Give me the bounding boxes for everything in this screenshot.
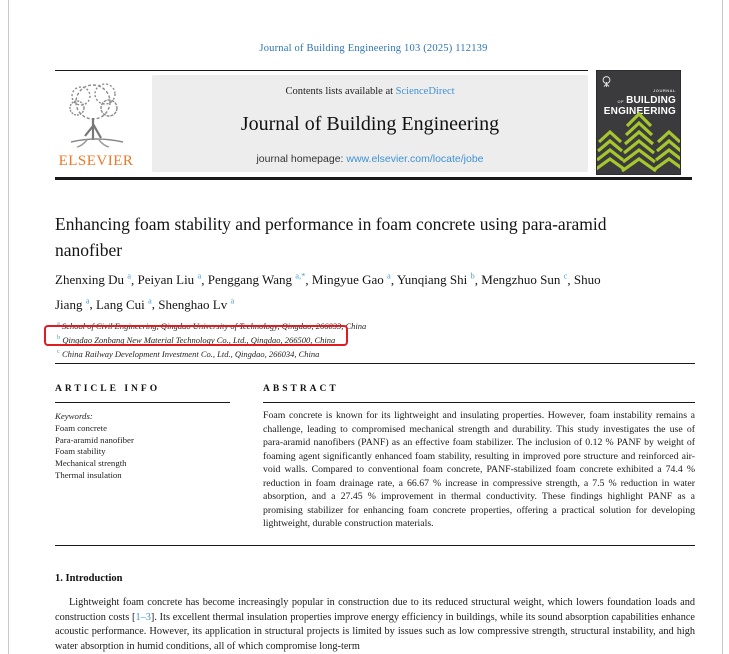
contents-prefix: Contents lists available at — [285, 86, 396, 97]
introduction-paragraph — [55, 596, 695, 654]
red-annotation-box — [44, 325, 348, 346]
author-sup: a — [387, 271, 391, 281]
author-separator: , — [390, 272, 397, 288]
article-info-heading: ARTICLE INFO — [55, 384, 161, 394]
affiliation-c: $^c$ China Railway Development Investment Co., Ltd., Qingdao, 266034, China — [57, 348, 320, 359]
author-sup: a — [197, 271, 202, 281]
elsevier-logo[interactable] — [52, 78, 140, 172]
homepage-prefix: journal homepage: — [256, 153, 347, 165]
author: Yunqiang Shi $^b$ — [396, 271, 475, 288]
intro-text-post: ]. Its excellent thermal insulation properties improve energy efficiency in buildings, while its sound absorption capabilities enhance acoustic performance. However, its application in structural projects is limited by issues such as low compressive strength, structural instability, and high water absorption in humid conditions, all of which compromise long-term — [55, 611, 695, 652]
author: Lang Cui $^a$ — [95, 295, 152, 312]
sciencedirect-link[interactable]: ScienceDirect — [395, 86, 455, 97]
author-sup: a — [147, 295, 152, 306]
cover-title-line1: BUILDING — [626, 95, 676, 106]
intro-text-pre: Lightweight foam concrete has become increasingly popular in construction due to its reduced structural weight, which lowers foundation loads and construction costs [ — [55, 597, 695, 623]
citation-link-1-3[interactable]: 1–3 — [135, 611, 151, 623]
journal-title: Journal of Building Engineering — [240, 113, 500, 135]
masthead-bottom-rule — [55, 177, 692, 180]
abstract-rule — [263, 402, 695, 403]
green-trees-icon — [597, 108, 681, 174]
affiliation-b: $^b$ Qingdao Zonbang New Material Technology Co., Ltd., Qingdao, 266500, China — [57, 334, 336, 345]
elsevier-tree-icon — [52, 78, 140, 152]
author-sup: a — [127, 271, 131, 281]
keywords-label: Keywords: — [55, 411, 93, 421]
abstract-bottom-rule — [55, 545, 695, 546]
author: Penggang Wang $^{a,*}$ — [207, 271, 306, 288]
author-separator: , — [89, 296, 96, 312]
homepage-line — [152, 153, 588, 165]
author-sup: a,* — [295, 271, 306, 281]
page-edge-right — [722, 0, 723, 654]
page-edge-left — [8, 0, 9, 654]
keywords-block — [55, 411, 230, 482]
homepage-link[interactable]: www.elsevier.com/locate/jobe — [346, 153, 484, 165]
abstract-text: Foam concrete is known for its lightweight and insulating properties. However, foam instability remains a challenge, leading to compromised mechanical strength and durability. This study investigates the use of para-aramid nanofibers (PANF) as an effective foam stabilizer. The inclusion of 0.12 % PANF by weight of foaming agent significantly enhanced foam stability, resulting in improved pore structure and reinforced air-void walls. Compared to conventional foam concrete, PANF-stabilized foam concrete exhibited a 74.4 % reduction in foam drainage rate, a 66.67 % increase in compressive strength, a 7.5 % reduction in water absorption, and a 27.45 % improvement in thermal conductivity. These findings highlight PANF as a promising stabilizer for enhancing foam concrete properties, offering a practical solution for developing lightweight, durable construction materials. — [263, 410, 695, 530]
author-sup: a — [85, 295, 90, 306]
keyword-item: Thermal insulation — [55, 469, 122, 480]
author: Peiyan Liu $^a$ — [137, 271, 202, 288]
contents-line — [152, 86, 588, 97]
cover-title-line2: ENGINEERING — [603, 106, 676, 117]
author: Shenghao Lv $^a$ — [158, 295, 235, 312]
keyword-item: Para-aramid nanofiber — [55, 434, 134, 445]
author: Mengzhuo Sun $^c$ — [481, 271, 568, 288]
info-abstract-top-rule — [55, 363, 695, 364]
masthead-box — [152, 75, 588, 172]
abstract-heading: ABSTRACT — [263, 384, 339, 394]
keyword-item: Mechanical strength — [55, 458, 127, 469]
author-sup: b — [470, 271, 475, 281]
author-separator: , — [151, 296, 159, 312]
journal-citation-line[interactable]: Journal of Building Engineering 103 (2025) 112139 — [259, 43, 488, 54]
author-separator: , — [131, 272, 138, 288]
author-separator: , — [474, 272, 482, 288]
author-sup: a — [230, 295, 235, 306]
author: Mingyue Gao $^a$ — [311, 271, 391, 288]
masthead-top-rule — [55, 70, 588, 71]
author-separator: , — [201, 272, 208, 288]
author: Zhenxing Du $^a$ — [55, 271, 131, 288]
author: Shuo Jiang $^a$ — [55, 272, 601, 312]
article-title: Enhancing foam stability and performance in foam concrete using para-aramid nanofiber — [55, 214, 607, 260]
author-sup: c — [563, 271, 568, 281]
elsevier-wordmark: ELSEVIER — [58, 153, 134, 169]
keyword-item: Foam stability — [55, 446, 106, 457]
author-separator: , — [305, 272, 312, 288]
affiliation-a: $^a$ School of Civil Engineering, Qingdao University of Technology, Qingdao, 266033, China — [57, 320, 367, 331]
author-separator: , — [567, 272, 574, 288]
journal-cover-thumbnail[interactable] — [596, 70, 681, 175]
author-list — [55, 266, 633, 315]
article-info-rule — [55, 402, 230, 403]
cover-journal-of: JOURNAL OF — [617, 88, 676, 104]
introduction-heading: 1. Introduction — [55, 573, 123, 584]
keyword-item: Foam concrete — [55, 422, 108, 433]
